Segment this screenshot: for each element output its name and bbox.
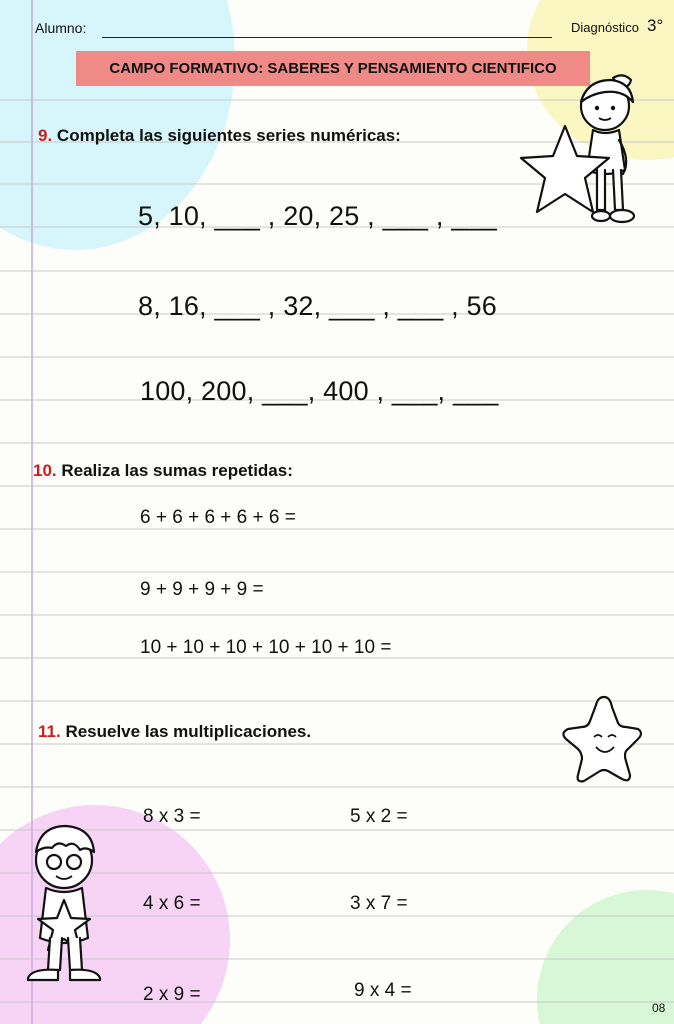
number-series-1[interactable]: 5, 10, ___ , 20, 25 , ___ , ___ xyxy=(138,201,497,231)
student-name-line[interactable] xyxy=(102,37,552,38)
grade-label: 3° xyxy=(647,16,664,35)
question-instruction: Realiza las sumas repetidas: xyxy=(61,461,293,480)
multiplication-right-2[interactable]: 3 x 7 = xyxy=(350,893,408,914)
question-10-heading xyxy=(33,461,293,481)
question-11-heading xyxy=(38,722,311,742)
multiplication-right-1[interactable]: 5 x 2 = xyxy=(350,806,408,827)
number-series-2[interactable]: 8, 16, ___ , 32, ___ , ___ , 56 xyxy=(138,291,497,321)
page-title: CAMPO FORMATIVO: SABERES Y PENSAMIENTO CIENTIFICO xyxy=(76,51,590,86)
multiplication-left-1[interactable]: 8 x 3 = xyxy=(143,806,201,827)
multiplication-right-3[interactable]: 9 x 4 = xyxy=(354,980,412,1001)
question-9-heading xyxy=(38,126,401,146)
number-series-3[interactable]: 100, 200, ___, 400 , ___, ___ xyxy=(140,376,499,406)
sum-1[interactable]: 6 + 6 + 6 + 6 + 6 = xyxy=(140,507,296,528)
smiling-star-icon xyxy=(560,693,644,785)
question-number: 9. xyxy=(38,126,53,145)
question-number: 10. xyxy=(33,461,57,480)
question-instruction: Completa las siguientes series numéricas: xyxy=(56,126,401,145)
girl-with-star-illustration xyxy=(525,68,655,233)
multiplication-left-3[interactable]: 2 x 9 = xyxy=(143,984,201,1005)
question-number: 11. xyxy=(38,722,61,741)
multiplication-left-2[interactable]: 4 x 6 = xyxy=(143,893,201,914)
boy-with-star-illustration xyxy=(18,822,110,990)
page-number: 08 xyxy=(652,1001,666,1015)
sum-3[interactable]: 10 + 10 + 10 + 10 + 10 + 10 = xyxy=(140,637,392,658)
question-instruction: Resuelve las multiplicaciones. xyxy=(65,722,312,741)
sum-2[interactable]: 9 + 9 + 9 + 9 = xyxy=(140,579,264,600)
diagnostic-label: Diagnóstico xyxy=(571,20,639,35)
student-label: Alumno: xyxy=(35,20,87,36)
